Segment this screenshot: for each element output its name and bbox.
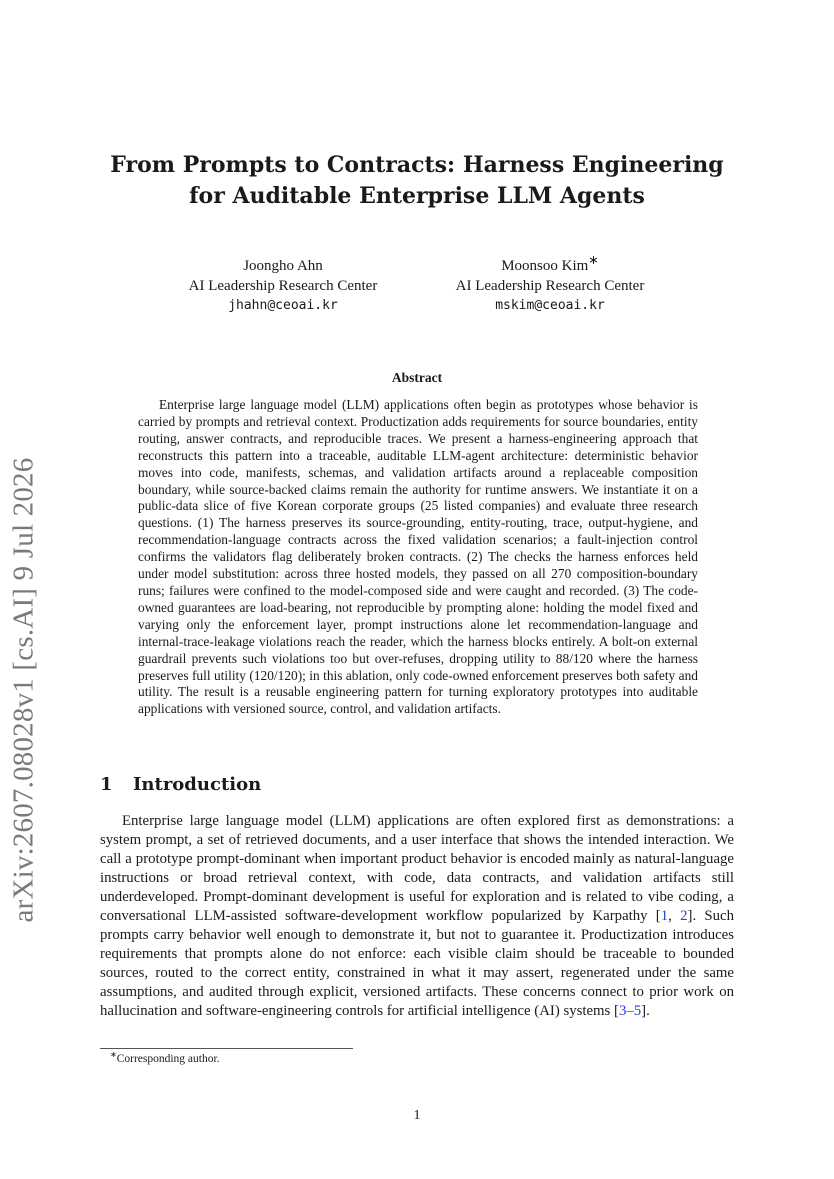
author-email[interactable]: jhahn@ceoai.kr (228, 298, 338, 313)
author-affiliation: AI Leadership Research Center (188, 278, 378, 294)
arxiv-id[interactable]: arXiv:2607.08028v1 [cs.AI] 9 Jul 2026 (7, 457, 40, 923)
author-email[interactable]: mskim@ceoai.kr (495, 298, 605, 313)
footnote: ∗Corresponding author. (110, 1050, 220, 1065)
author-affiliation: AI Leadership Research Center (455, 278, 645, 294)
paper-title (100, 150, 734, 212)
section-title: Introduction (133, 774, 262, 795)
citation-link[interactable]: 1 (660, 908, 669, 925)
page-number: 1 (413, 1108, 421, 1123)
section-heading-introduction (100, 773, 261, 797)
author-name: Moonsoo Kim∗ (501, 253, 599, 274)
citation-link[interactable]: 3–5 (618, 1003, 642, 1020)
introduction-paragraph: Enterprise large language model (LLM) applications are often explored first as demonstrations: a system prompt, a set of retrieved documents, and a user interface that shows the intended interaction. We call a prototype prompt-dominant when important product behavior is encoded mainly as natural-language instructions or broad retrieval context, with code, data contracts, and validation artifacts still underdeveloped. Prompt-dominant development is useful for exploration and is related to vibe coding, a conversational LLM-assisted software-development workflow popularized by Karpathy [1, 2]. Such prompts carry behavior well enough to demonstrate it, but not to guarantee it. Productization introduces requirements that prompts alone do not enforce: each visible claim should be traceable to bounded sources, routed to the correct entity, constrained in what it may assert, regenerated under the same assumptions, and audited through explicit, versioned artifacts. These concerns connect to prior work on hallucination and software-engineering controls for artificial intelligence (AI) systems [3–5]. (100, 813, 735, 1020)
author-name: Joongho Ahn (243, 258, 323, 274)
abstract-heading: Abstract (391, 370, 443, 385)
author-block-2 (420, 253, 680, 316)
corresponding-author-marker: ∗ (588, 253, 599, 267)
abstract-text: Enterprise large language model (LLM) applications often begin as prototypes whose behavior is carried by prompts and retrieval context. Productization adds requirements for source boundaries, entity routing, answer contracts, and reproducible traces. We present a harness-engineering approach that reconstructs this pattern into a traceable, auditable LLM-agent architecture: deterministic behavior moves into code, manifests, schemas, and validation artifacts around a replaceable composition boundary, while source-backed claims remain the authority for runtime answers. We instantiate it on a public-data slice of five Korean corporate groups (25 listed companies) and evaluate three research questions. (1) The harness preserves its source-grounding, entity-routing, trace, output-hygiene, and recommendation-language contracts across the fixed validation scenarios; a fault-injection control confirms the validators flag deliberately broken contracts. (2) The checks the harness enforces held under model substitution: across three hosted models, they passed on all 270 composition-boundary runs; failures were confined to the model-composed side and were caught and recorded. (3) The code-owned guarantees are load-bearing, not reproducible by prompting alone: holding the model fixed and varying only the enforcement layer, prompt instructions alone let recommendation-language and internal-trace-leakage violations reach the reader, which the harness blocks entirely. A bolt-on external guardrail prevents such violations too but over-refuses, dropping utility to 88/120 where the harness preserves full utility (120/120); in this ablation, only code-owned enforcement preserves both safety and utility. The result is a reusable engineering pattern for turning exploratory prototypes into auditable applications with versioned source, control, and validation artifacts. (138, 397, 698, 717)
author-block-1 (153, 256, 413, 316)
section-number: 1 (100, 774, 113, 795)
title-line-2: for Auditable Enterprise LLM Agents (189, 183, 645, 209)
citation-link[interactable]: 2 (680, 908, 688, 925)
title-line-1: From Prompts to Contracts: Harness Engineering (110, 152, 724, 178)
footnote-divider (100, 1048, 353, 1049)
